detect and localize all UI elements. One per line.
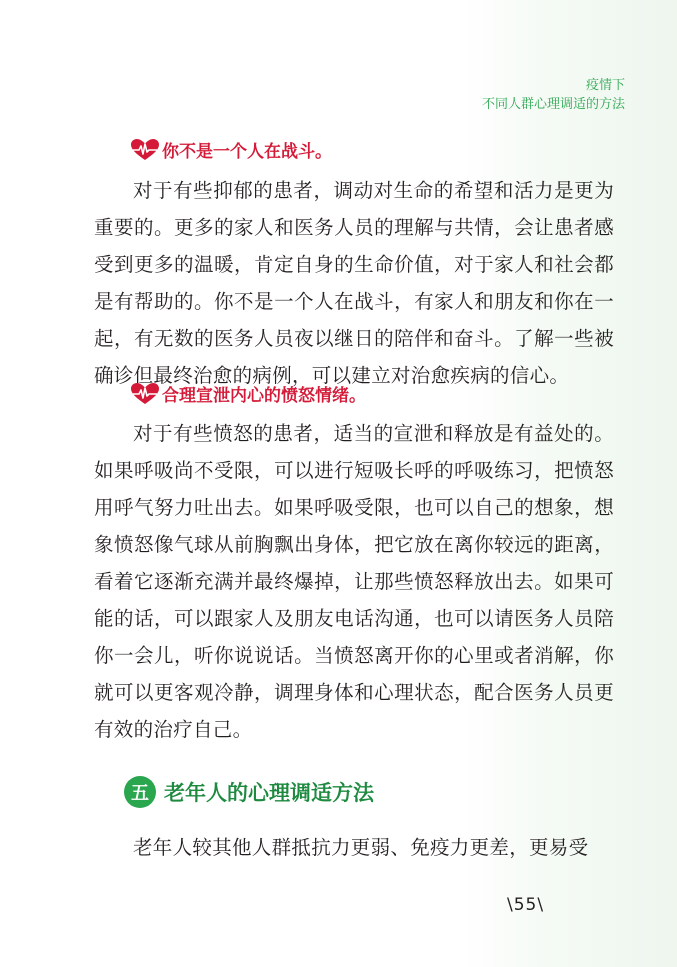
chapter-number-badge: 五 — [124, 776, 156, 808]
chapter-title: 老年人的心理调适方法 — [164, 781, 374, 805]
paragraph-text: 对于有些抑郁的患者，调动对生命的希望和活力是更为重要的。更多的家人和医务人员的理解与共情，会让患者感受到更多的温暖，肯定自身的生命价值，对于家人和社会都是有帮助的。你不是一个人在战斗，有家人和朋友和你在一起，有无数的医务人员夜以继日的陪伴和奋斗。了解一些被确诊但最终治愈的病例，可以建立对治愈疾病的信心。 — [94, 179, 614, 387]
chapter-heading — [124, 776, 374, 808]
page-number: \55\ — [507, 895, 545, 915]
section-heading-2 — [130, 381, 366, 406]
section-paragraph-1 — [94, 172, 614, 394]
running-header — [482, 76, 625, 114]
heart-pulse-icon — [130, 138, 160, 162]
heart-pulse-icon — [130, 382, 160, 406]
section-heading-text: 你不是一个人在战斗。 — [162, 142, 332, 162]
chapter-paragraph — [94, 829, 614, 866]
running-header-line2: 不同人群心理调适的方法 — [481, 97, 625, 112]
paragraph-text: 对于有些愤怒的患者，适当的宣泄和释放是有益处的。如果呼吸尚不受限，可以进行短吸长呼的呼吸练习，把愤怒用呼气努力吐出去。如果呼吸受限，也可以自己的想象，想象愤怒像气球从前胸飘出身体，把它放在离你较远的距离，看着它逐渐充满并最终爆掉，让那些愤怒释放出去。如果可能的话，可以跟家人及朋友电话沟通，也可以请医务人员陪你一会儿，听你说说话。当愤怒离开你的心里或者消解，你就可以更客观冷静，调理身体和心理状态，配合医务人员更有效的治疗自己。 — [94, 422, 614, 741]
running-header-line1: 疫情下 — [585, 78, 625, 93]
section-heading-text: 合理宣泄内心的愤怒情绪。 — [162, 386, 366, 406]
paragraph-text: 老年人较其他人群抵抗力更弱、免疫力更差，更易受 — [133, 836, 589, 859]
section-paragraph-2 — [94, 415, 614, 748]
section-heading-1 — [130, 137, 332, 162]
